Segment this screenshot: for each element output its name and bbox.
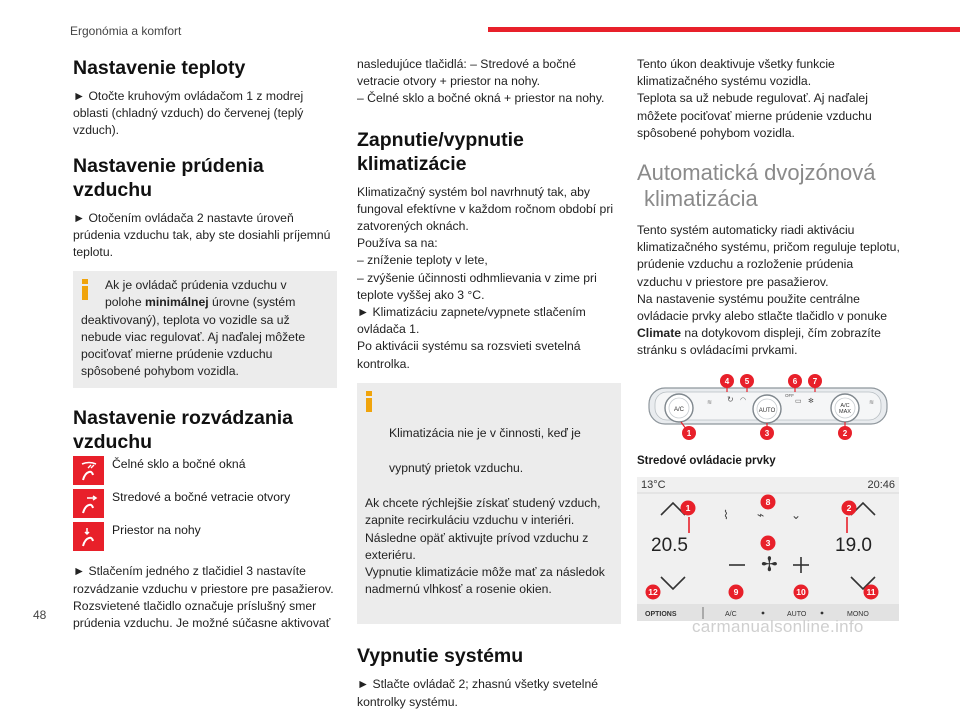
column-2: [357, 56, 621, 711]
paragraph-distribution: ► Stlačením jedného z tlačidiel 3 nastavíte rozvádzanie vzduchu v priestore pre pasažierov. Rozsvietené tlačidlo označuje príslušný smer prúdenia vzduchu. Je možné súčasne aktivovať: [73, 564, 334, 631]
mono-button[interactable]: MONO: [847, 610, 869, 618]
left-temperature: 20.5: [651, 534, 688, 556]
heading-airflow: [73, 154, 337, 202]
header-accent-bar: [488, 27, 960, 32]
info-icon: [365, 391, 373, 413]
note-line2: vypnutý prietok vzduchu.: [389, 461, 524, 476]
distribution-label: Čelné sklo a bočné okná: [112, 457, 246, 472]
info-note-ac: [357, 383, 621, 625]
callout-number: 4: [724, 376, 730, 386]
note-rest: deaktivovaný), teplota vo vozidle sa už nebude viac regulovať. Aj naďalej môžete pociťovať mierne prúdenie vzduchu spôsobené pohybom vozidla.: [81, 312, 306, 379]
heading-distribution-line1: Nastavenie rozvádzania: [73, 407, 294, 430]
outside-temperature: 13°C: [641, 478, 666, 491]
column-3: [637, 56, 901, 626]
windshield-distribution-icon[interactable]: ⌇: [723, 507, 729, 522]
callout-number: 1: [685, 502, 691, 513]
note-line1: Ak je ovládač prúdenia vzduchu v: [105, 278, 287, 293]
callout-number: 7: [812, 376, 818, 386]
panel-label-ac: A/C: [673, 406, 685, 413]
note-line2: polohe minimálnej úrovne (systém: [105, 295, 296, 310]
paragraph-airflow: ► Otočením ovládača 2 nastavte úroveň prúdenia vzduchu tak, aby ste dosiahli príjemnú teplotu.: [73, 210, 331, 260]
auto-button[interactable]: AUTO: [787, 610, 807, 618]
callout-number: 3: [765, 537, 771, 548]
paragraph-auto: Tento systém automaticky riadi aktiváciu klimatizačného systému, pričom reguluje teplotu, prúdenie vzduchu a rozloženie prúdenia vzduchu v priestore pre pasažierov. Na nastavenie systému použite centrálne ovládacie prvky alebo stlačte tlačidlo v ponuke Climate na dotykovom displeji, čím zobrazíte stránku s ovládacími prvkami.: [637, 223, 900, 358]
heading-system-off: Vypnutie systému: [357, 645, 524, 668]
paragraph-continued: nasledujúce tlačidlá: – Stredové a bočné vetracie otvory + priestor na nohy. – Čelné sklo a bočné okná + priestor na nohy.: [357, 57, 605, 106]
heading-temperature: Nastavenie teploty: [73, 57, 246, 79]
paragraph-system-off: ► Stlačte ovládač 2; zhasnú všetky svetelné kontrolky systému.: [357, 677, 599, 709]
panel-label-auto: AUTO: [758, 407, 776, 414]
heading-ac-line2: klimatizácie: [357, 152, 467, 175]
footwell-distribution-icon[interactable]: ⌄: [791, 507, 802, 522]
heading-auto-line1: Automatická dvojzónová: [637, 160, 876, 186]
options-button[interactable]: OPTIONS: [645, 610, 677, 618]
heading-distribution: [73, 406, 337, 454]
heading-ac-onoff: [357, 128, 621, 176]
heading-airflow-line1: Nastavenie prúdenia: [73, 154, 264, 177]
callout-number: 11: [866, 586, 876, 597]
paragraph-temperature: ► Otočte kruhovým ovládačom 1 z modrej oblasti (chladný vzduch) do červenej (teplý vzduch).: [73, 89, 304, 138]
distribution-item-footwell: [73, 522, 337, 553]
distribution-label: Priestor na nohy: [112, 523, 201, 538]
paragraph-ac: Klimatizačný systém bol navrhnutý tak, aby fungoval efektívne v každom ročnom období pri zatvorených oknách. Používa sa na: – zníženie teploty v lete, – zvýšenie účinnosti odhmlievania v zime pri teplote vyššej ako 3 °C. ► Klimatizáciu zapnete/vypnete stlačením ovládača 1. Po aktivácii systému sa rozsvieti svetelná kontrolka.: [357, 184, 614, 371]
windshield-icon: ◠: [740, 396, 747, 404]
callout-number: 10: [796, 586, 806, 597]
heading-auto-line2: klimatizácia: [644, 186, 758, 212]
callout-number: 2: [846, 502, 852, 513]
distribution-item-windshield: [73, 456, 337, 487]
callout-number: 8: [765, 496, 771, 507]
panel-label-acmax-1: A/C: [840, 402, 850, 409]
callout-number: 9: [733, 586, 739, 597]
note-line1: Klimatizácia nie je v činnosti, keď je: [389, 425, 581, 440]
vents-distribution-icon[interactable]: ⌁: [757, 507, 765, 522]
callout-number: 3: [764, 428, 770, 438]
page-number: 48: [33, 608, 47, 622]
seat-heat-icon: ≋: [707, 399, 713, 406]
info-note-airflow: [73, 271, 337, 388]
clock: 20:46: [867, 478, 895, 491]
watermark: carmanualsonline.info: [692, 617, 864, 636]
rear-defrost-icon: ▭: [795, 397, 802, 405]
touchscreen-figure: [637, 477, 899, 621]
center-side-vents-icon: [73, 489, 104, 518]
callout-number: 12: [648, 586, 658, 597]
climate-menu-term: Climate: [637, 326, 682, 341]
ac-button[interactable]: A/C: [725, 610, 737, 618]
right-temperature: 19.0: [835, 534, 872, 556]
windshield-side-windows-icon: [73, 456, 104, 485]
panel-label-off: OFF: [785, 392, 794, 398]
distribution-label: Stredové a bočné vetracie otvory: [112, 490, 291, 505]
column-1: [73, 56, 337, 632]
heading-ac-line1: Zapnutie/vypnutie: [357, 128, 524, 151]
panel-label-acmax-2: MAX: [839, 408, 851, 415]
distribution-item-vents: [73, 489, 337, 520]
footwell-icon: [73, 522, 104, 551]
running-header: Ergonómia a komfort: [70, 24, 182, 38]
info-icon: [81, 279, 89, 301]
heading-airflow-line2: vzduchu: [73, 178, 153, 201]
callout-number: 6: [792, 376, 798, 386]
callout-number: 5: [744, 376, 750, 386]
seat-heat-icon: ≋: [869, 399, 875, 406]
callout-number: 2: [842, 428, 848, 438]
heading-distribution-line2: vzduchu: [73, 431, 153, 454]
callout-number: 1: [686, 428, 692, 438]
center-control-panel-figure: [645, 374, 891, 440]
paragraph-continued: Tento úkon deaktivuje všetky funkcie klimatizačného systému vozidla. Teplota sa už nebude regulovať. Aj naďalej môžete pociťovať mierne prúdenie vzduchu spôsobené pohybom vozidla.: [637, 57, 872, 140]
note-rest: Ak chcete rýchlejšie získať studený vzduch, zapnite recirkuláciu vzduchu v interiéri. Následne opäť aktivujte prívod vzduchu z exteriéru. Vypnutie klimatizácie môže mať za následok nadmernú vlhkosť a rosenie okien.: [365, 496, 605, 597]
figure-caption: Stredové ovládacie prvky: [637, 454, 776, 467]
heading-auto-dual-zone: [637, 160, 901, 212]
fan-icon: ✻: [808, 397, 814, 405]
recirculation-icon: ↻: [727, 394, 734, 404]
fan-icon: ✢: [761, 553, 778, 576]
